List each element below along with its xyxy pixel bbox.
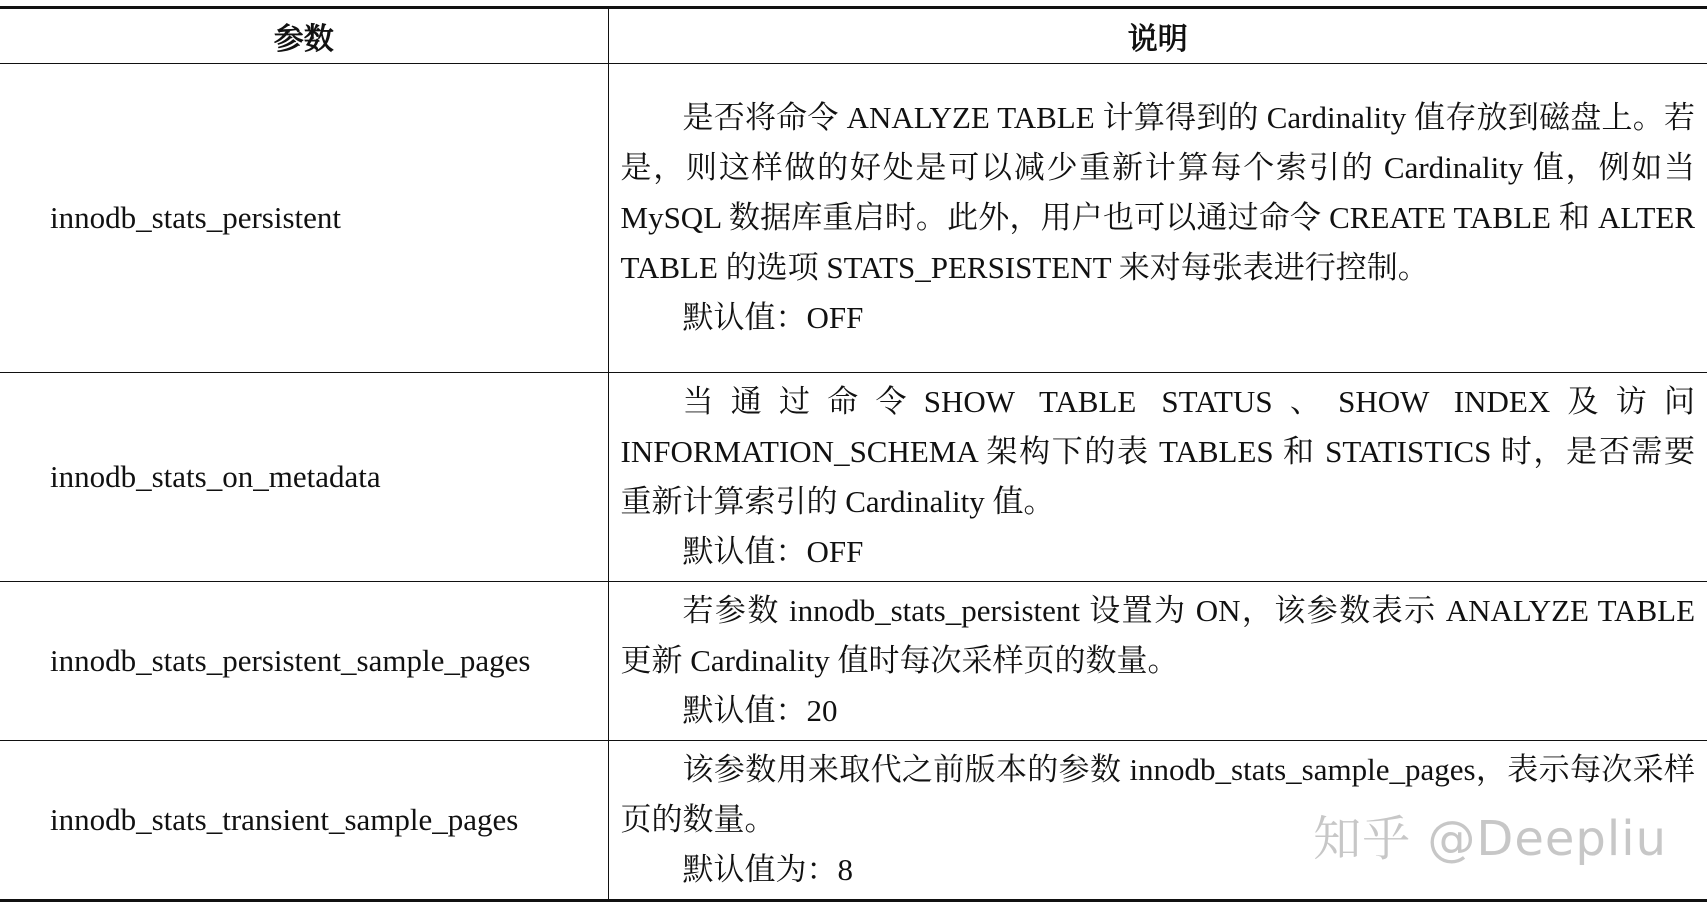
parameter-name: innodb_stats_on_metadata [0, 373, 608, 582]
parameter-description: 若参数 innodb_stats_persistent 设置为 ON，该参数表示 ANALYZE TABLE 更新 Cardinality 值时每次采样页的数量。 [620, 593, 1695, 678]
parameter-name: innodb_stats_persistent [0, 64, 608, 373]
table-row [0, 373, 1707, 582]
parameter-default: 默认值：OFF [682, 534, 864, 569]
parameter-description-cell [608, 64, 1707, 373]
parameter-name: innodb_stats_persistent_sample_pages [0, 582, 608, 741]
parameter-description: 是否将命令 ANALYZE TABLE 计算得到的 Cardinality 值存放到磁盘上。若是，则这样做的好处是可以减少重新计算每个索引的 Cardinality 值，例如当 MySQL 数据库重启时。此外，用户也可以通过命令 CREATE TABLE 和 ALTER TABLE 的选项 STATS_PERSISTENT 来对每张表进行控制。 [620, 100, 1695, 285]
parameter-default: 默认值：OFF [682, 300, 864, 335]
parameter-table [0, 6, 1707, 902]
parameter-description-cell [608, 582, 1707, 741]
parameter-description-cell [608, 373, 1707, 582]
parameter-default: 默认值：20 [682, 693, 838, 728]
table-row [0, 582, 1707, 741]
table-header-row [0, 8, 1707, 64]
column-header-parameter: 参数 [0, 8, 608, 64]
parameter-default: 默认值为：8 [682, 852, 853, 887]
column-header-description: 说明 [608, 8, 1707, 64]
parameter-description: 该参数用来取代之前版本的参数 innodb_stats_sample_pages，表示每次采样页的数量。 [620, 752, 1695, 837]
parameter-description: 当通过命令SHOW TABLE STATUS、SHOW INDEX及访问INFORMATION_SCHEMA 架构下的表 TABLES 和 STATISTICS 时，是否需要重新计算索引的 Cardinality 值。 [620, 384, 1695, 519]
parameter-name: innodb_stats_transient_sample_pages [0, 741, 608, 901]
table-row [0, 64, 1707, 373]
zhihu-watermark: 知乎 @Deepliu [1313, 811, 1667, 867]
